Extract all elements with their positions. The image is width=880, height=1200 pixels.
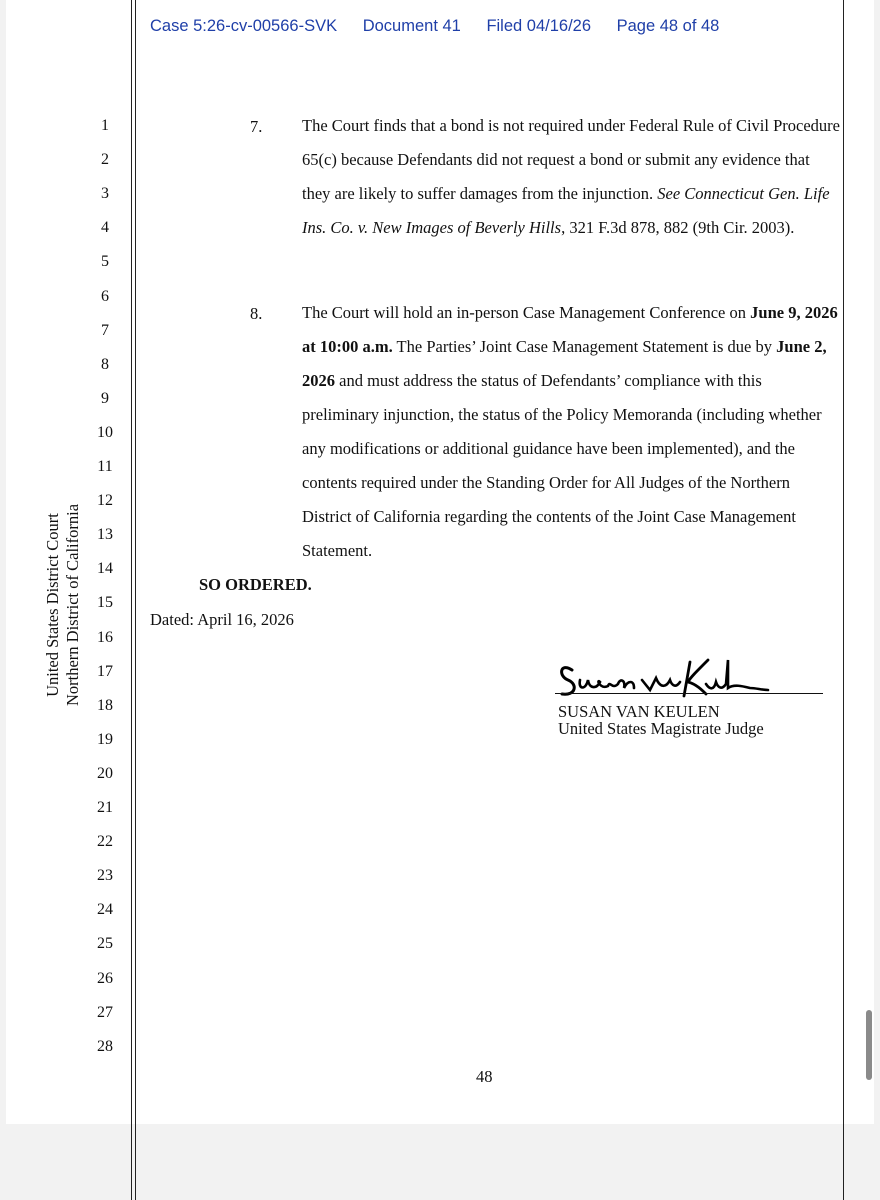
line-number: 4 (101, 219, 109, 237)
case-number: Case 5:26-cv-00566-SVK (150, 17, 338, 35)
page-number: 48 (476, 1067, 493, 1086)
line-number: 6 (101, 287, 109, 305)
court-caption (43, 504, 83, 706)
line-number: 21 (97, 799, 113, 816)
line-number: 9 (101, 389, 109, 407)
signer-title: United States Magistrate Judge (558, 719, 764, 738)
line-number: 14 (97, 560, 113, 578)
filed-date: Filed 04/16/26 (486, 17, 592, 35)
right-margin-rule (843, 0, 844, 1200)
line-number: 26 (97, 969, 113, 987)
signer-block (558, 703, 764, 737)
handwritten-signature (556, 654, 786, 702)
filing-header (150, 17, 740, 36)
line-number: 1 (101, 117, 109, 134)
line-number: 16 (97, 628, 113, 646)
so-ordered: SO ORDERED. (199, 575, 312, 594)
paragraph-number: 7. (250, 117, 263, 136)
margin-rule (131, 0, 132, 1200)
signature-line (555, 693, 823, 694)
margin-rule (135, 0, 136, 1200)
line-number: 8 (101, 355, 109, 373)
text-segment: The Parties’ Joint Case Management Statement is due by (392, 337, 777, 356)
text-segment: The Court will hold an in-person Case Management Conference on (302, 303, 751, 322)
line-number: 15 (97, 594, 113, 612)
line-number: 28 (97, 1037, 113, 1055)
line-number: 2 (101, 151, 109, 169)
line-number: 13 (97, 526, 113, 544)
signer-name: SUSAN VAN KEULEN (558, 702, 720, 721)
line-number: 11 (97, 458, 113, 475)
line-number: 24 (97, 901, 113, 919)
paragraph-8 (302, 296, 842, 568)
line-number: 7 (101, 321, 109, 339)
district-name: Northern District of California (63, 503, 82, 707)
scrollbar-thumb[interactable] (866, 1010, 872, 1080)
conference-date: June 9, 2026 at 10:00 a.m. (302, 303, 838, 356)
statement-due-date: June 2, 2026 (302, 337, 827, 390)
text-segment: The Court finds that a bond is not required under Federal Rule of Civil Procedure 65(c) because Defendants did not request a bond or submit any evidence that they are likely to suffer damages from the injunction. (302, 116, 840, 203)
document-number: Document 41 (362, 17, 461, 35)
line-number: 23 (97, 867, 113, 885)
line-number: 12 (97, 492, 113, 510)
page-count: Page 48 of 48 (616, 17, 720, 35)
text-segment: , 321 F.3d 878, 882 (9th Cir. 2003). (561, 218, 795, 237)
line-number: 19 (97, 730, 113, 748)
line-number: 22 (97, 833, 113, 851)
dated-line: Dated: April 16, 2026 (150, 610, 294, 629)
line-number: 18 (97, 696, 113, 714)
line-number: 27 (97, 1003, 113, 1021)
line-number: 25 (97, 935, 113, 953)
line-number: 5 (101, 253, 109, 271)
line-number: 17 (97, 662, 113, 680)
citation: See Connecticut Gen. Life Ins. Co. v. New Images of Beverly Hills (302, 184, 830, 237)
paragraph-7 (302, 109, 842, 245)
paragraph-number: 8. (250, 304, 263, 323)
line-number: 20 (97, 764, 113, 782)
line-number: 10 (97, 423, 113, 441)
court-name: United States District Court (43, 513, 62, 697)
line-number: 3 (101, 185, 109, 203)
text-segment: and must address the status of Defendants’ compliance with this preliminary injunction, the status of the Policy Memoranda (including whether any modifications or additional guidance have been implemented), and the contents required under the Standing Order for All Judges of the Northern District of California regarding the contents of the Joint Case Management Statement. (302, 371, 822, 560)
